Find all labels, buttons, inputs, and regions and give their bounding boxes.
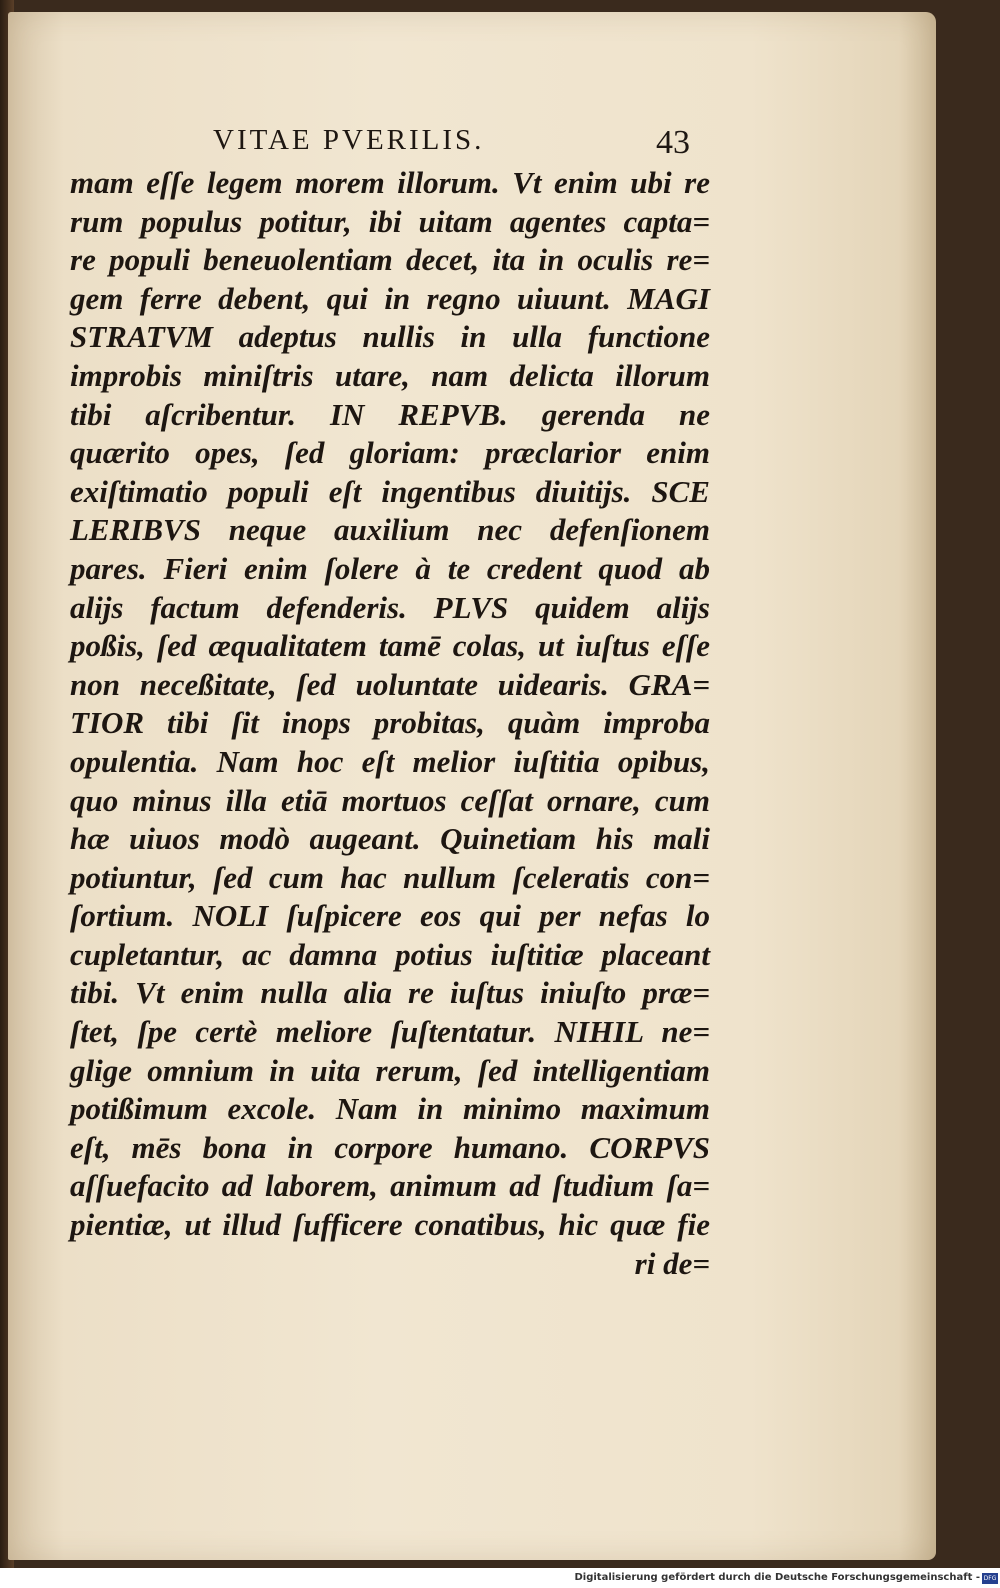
text-line: tibi aſcribentur. IN REPVB. gerenda ne bbox=[70, 396, 710, 432]
text-line: glige omnium in uita rerum, ſed intelligentiam bbox=[70, 1052, 710, 1088]
text-line: ſtet, ſpe certè meliore ſuſtentatur. NIHIL ne= bbox=[70, 1014, 710, 1050]
text-line: potiuntur, ſed cum hac nullum ſceleratis con= bbox=[70, 859, 710, 895]
text-line: quo minus illa etiā mortuos ceſſat ornare, cum bbox=[70, 782, 710, 818]
text-line: rum populus potitur, ibi uitam agentes capta= bbox=[70, 203, 710, 239]
text-line: pientiæ, ut illud ſufficere conatibus, hic quæ fie bbox=[70, 1207, 710, 1243]
text-line: tibi. Vt enim nulla alia re iuſtus iniuſto præ= bbox=[70, 975, 710, 1011]
text-line: TIOR tibi ſit inops probitas, quàm improba bbox=[70, 705, 710, 741]
page-number: 43 bbox=[656, 124, 690, 161]
text-line: mam eſſe legem morem illorum. Vt enim ubi re bbox=[70, 165, 710, 200]
dfg-logo: DFG bbox=[983, 1575, 997, 1582]
text-line: opulentia. Nam hoc eſt melior iuſtitia opibus, bbox=[70, 743, 710, 779]
text-line: pares. Fieri enim ſolere à te credent quod ab bbox=[70, 550, 710, 586]
text-line: aſſuefacito ad laborem, animum ad ſtudium ſa= bbox=[70, 1168, 710, 1204]
body-text bbox=[70, 164, 710, 1283]
text-line: ſortium. NOLI ſuſpicere eos qui per nefas lo bbox=[70, 898, 710, 934]
text-line: exiſtimatio populi eſt ingentibus diuitijs. SCE bbox=[70, 473, 710, 509]
text-line: quærito opes, ſed gloriam: præclarior enim bbox=[70, 435, 710, 471]
text-line: poßis, ſed æqualitatem tamē colas, ut iuſtus eſſe bbox=[70, 628, 710, 664]
text-line: eſt, mēs bona in corpore humano. CORPVS bbox=[70, 1129, 710, 1165]
text-line: potißimum excole. Nam in minimo maximum bbox=[70, 1091, 710, 1127]
text-line: alijs factum defenderis. PLVS quidem alijs bbox=[70, 589, 710, 625]
book-page bbox=[8, 12, 936, 1560]
text-line: re populi beneuolentiam decet, ita in oculis re= bbox=[70, 242, 710, 278]
text-line: STRATVM adeptus nullis in ulla functione bbox=[70, 319, 710, 355]
text-line: LERIBVS neque auxilium nec defenſionem bbox=[70, 512, 710, 548]
text-line: non neceßitate, ſed uoluntate uidearis. GRA= bbox=[70, 666, 710, 702]
catchword-line: ri de= bbox=[634, 1245, 710, 1281]
text-line: gem ferre debent, qui in regno uiuunt. MAGI bbox=[70, 280, 710, 316]
text-line: cupletantur, ac damna potius iuſtitiæ placeant bbox=[70, 936, 710, 972]
running-head: VITAE PVERILIS. bbox=[213, 124, 485, 156]
text-line: hæ uiuos modò augeant. Quinetiam his mali bbox=[70, 821, 710, 857]
digitization-credit: Digitalisierung gefördert durch die Deutsche Forschungsgemeinschaft - bbox=[574, 1572, 980, 1583]
text-line: improbis miniſtris utare, nam delicta illorum bbox=[70, 357, 710, 393]
